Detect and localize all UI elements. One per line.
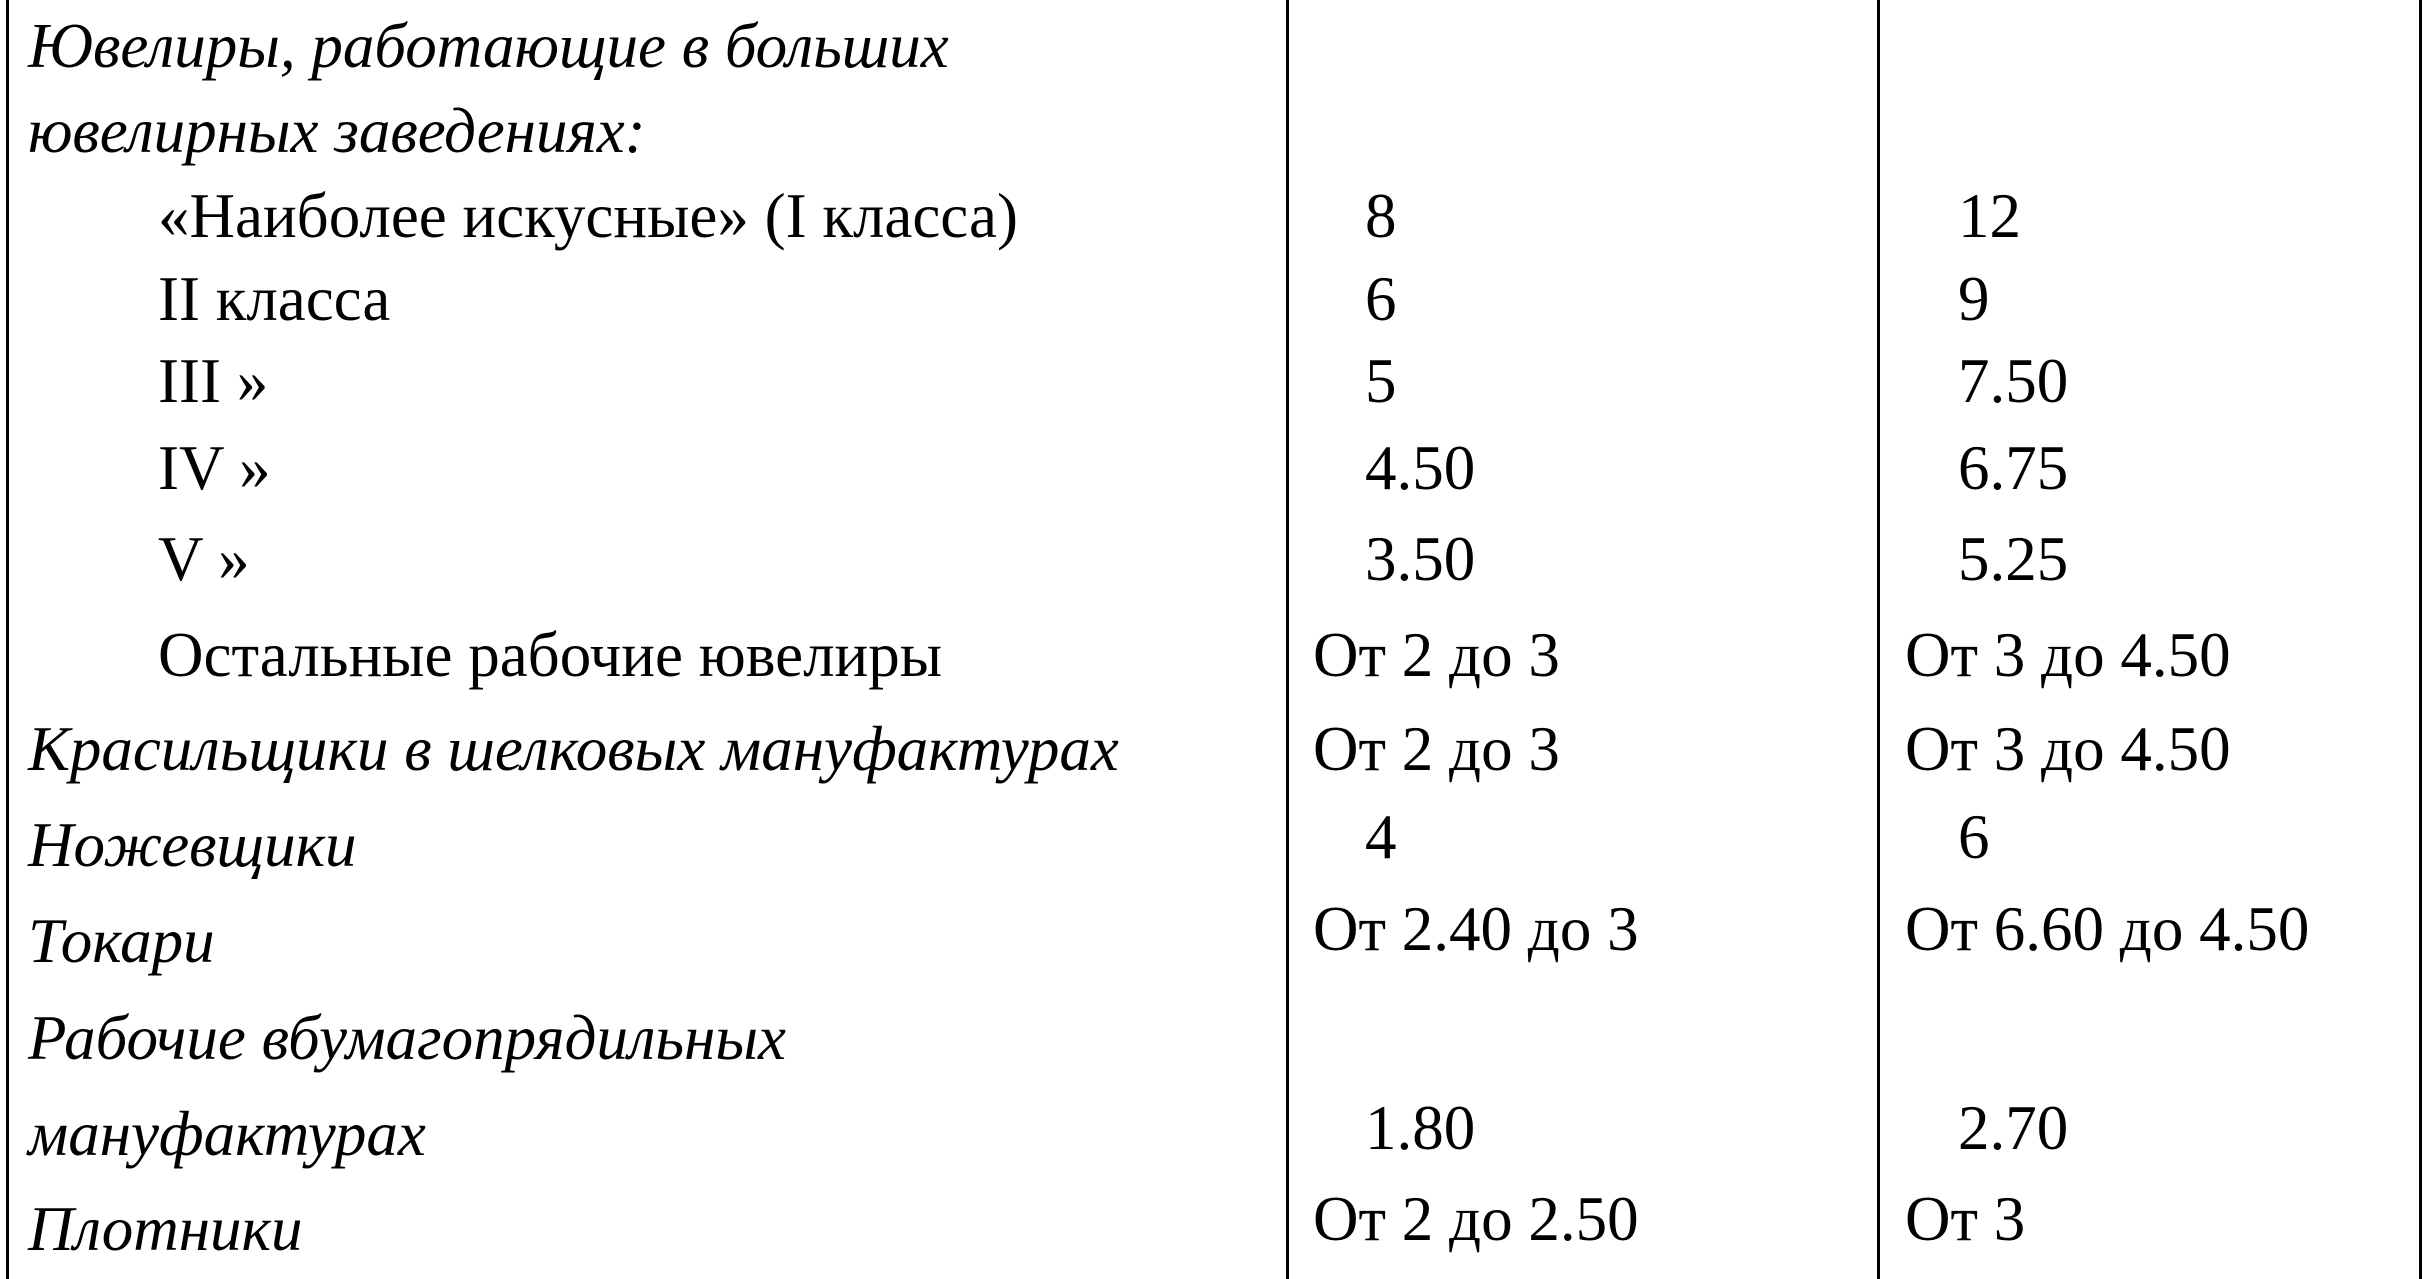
rate-cell-col2: 12 [1958,181,2021,251]
rate-cell-col1: От 2 до 3 [1313,620,1560,690]
table-border-right [2419,0,2422,1279]
row-label: Токари [28,906,215,976]
rate-cell-col1: От 2 до 2.50 [1313,1184,1639,1254]
rate-cell-col1: 3.50 [1365,524,1476,594]
rate-cell-col2: 9 [1958,264,1990,334]
row-label: «Наиболее искусные» (I класса) [158,181,1018,251]
rate-cell-col1: 4.50 [1365,433,1476,503]
rate-cell-col1: От 2 до 3 [1313,714,1560,784]
row-label: ювелирных заведениях: [28,96,646,166]
rate-cell-col2: 5.25 [1958,524,2069,594]
rate-cell-col2: 6.75 [1958,433,2069,503]
rate-cell-col2: 2.70 [1958,1093,2069,1163]
row-label: II класса [158,264,391,334]
row-label: Ножевщики [28,810,357,880]
row-label: Остальные рабочие ювелиры [158,620,943,690]
rate-cell-col2: От 3 до 4.50 [1905,714,2231,784]
rate-cell-col1: От 2.40 до 3 [1313,894,1639,964]
row-label: V » [158,524,250,594]
row-label: III » [158,346,269,416]
rate-cell-col1: 8 [1365,181,1397,251]
rate-cell-col2: От 3 до 4.50 [1905,620,2231,690]
rate-cell-col1: 1.80 [1365,1093,1476,1163]
row-label: мануфактурах [28,1099,426,1169]
rate-cell-col2: От 6.60 до 4.50 [1905,894,2310,964]
row-label: Рабочие вбумагопрядильных [28,1003,786,1073]
rate-cell-col2: От 3 [1905,1184,2026,1254]
row-label: Плотники [28,1194,303,1264]
rate-cell-col2: 7.50 [1958,346,2069,416]
rate-cell-col1: 6 [1365,264,1397,334]
table-divider-1 [1286,0,1289,1279]
row-label: Красильщики в шелковых мануфактурах [28,714,1119,784]
table-border-left [6,0,9,1279]
row-label: Ювелиры, работающие в больших [28,11,949,81]
rate-cell-col1: 5 [1365,346,1397,416]
row-label: IV » [158,433,271,503]
rate-cell-col1: 4 [1365,802,1397,872]
rate-cell-col2: 6 [1958,802,1990,872]
table-divider-2 [1877,0,1880,1279]
